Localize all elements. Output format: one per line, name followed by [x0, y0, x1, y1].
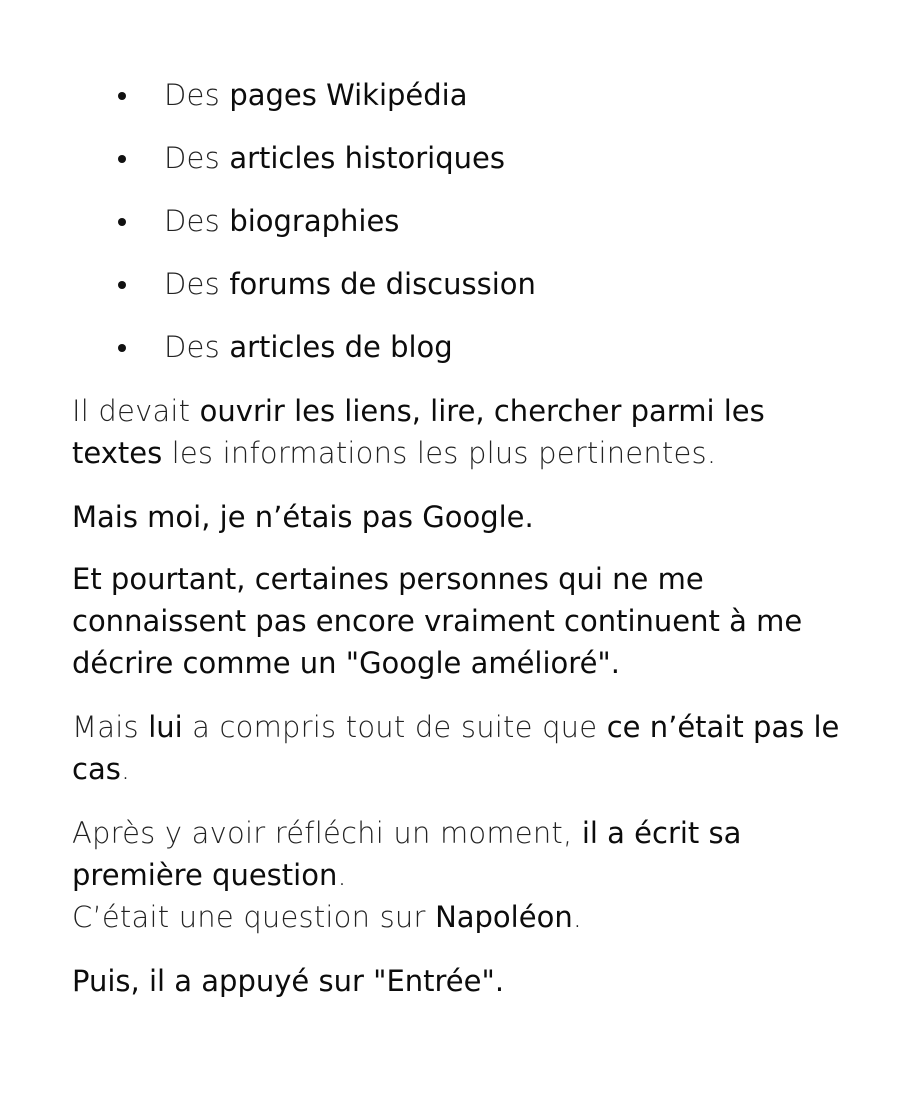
paragraph-emphasis: Napoléon — [435, 900, 573, 934]
bullet-icon — [118, 155, 126, 163]
paragraph-not-google: Mais moi, je n’étais pas Google. — [72, 500, 534, 534]
list-item-prefix: Des — [164, 330, 230, 364]
list-item-prefix: Des — [164, 141, 230, 175]
source-list — [0, 74, 900, 389]
paragraph-text: . — [120, 752, 131, 786]
list-item-prefix: Des — [164, 267, 230, 301]
list-item — [0, 263, 900, 326]
list-item-prefix: Des — [164, 78, 230, 112]
bullet-icon — [118, 281, 126, 289]
paragraph-text: Après y avoir réfléchi un moment, — [72, 816, 582, 850]
paragraph-emphasis: ouvrir les liens, lire, chercher parmi les textes — [72, 394, 765, 470]
list-item-text — [164, 200, 399, 242]
paragraph-text: . — [572, 900, 583, 934]
bullet-icon — [118, 218, 126, 226]
list-item — [0, 326, 900, 389]
list-item — [0, 74, 900, 137]
paragraph-first-question — [72, 812, 842, 938]
list-item-emphasis: articles de blog — [229, 330, 453, 364]
paragraph-google-ameliore: Et pourtant, certaines personnes qui ne me connaissent pas encore vraiment continuent à me décrire comme un "Google amélioré". — [72, 562, 803, 680]
list-item-text — [164, 137, 505, 179]
paragraph-understood — [72, 706, 842, 790]
list-item-text — [164, 263, 536, 305]
paragraph-task — [72, 390, 842, 474]
list-item-emphasis: pages Wikipédia — [229, 78, 468, 112]
list-item-emphasis: articles historiques — [229, 141, 505, 175]
list-item-emphasis: biographies — [229, 204, 400, 238]
paragraph-text: Il devait — [72, 394, 200, 428]
list-item-text — [164, 74, 468, 116]
paragraph-emphasis: lui — [148, 710, 183, 744]
bullet-icon — [118, 344, 126, 352]
list-item — [0, 137, 900, 200]
list-item-emphasis: forums de discussion — [229, 267, 536, 301]
paragraph-emphasis: ce n’était pas le cas — [72, 710, 840, 786]
paragraph-text: Mais — [72, 710, 149, 744]
paragraph-text: C’était une question sur — [72, 900, 436, 934]
list-item-text — [164, 326, 453, 368]
paragraph-text: a compris tout de suite que — [182, 710, 607, 744]
list-item — [0, 200, 900, 263]
paragraph-entree: Puis, il a appuyé sur "Entrée". — [72, 964, 505, 998]
paragraph-text: . — [337, 858, 347, 892]
paragraph-text: les informations les plus pertinentes. — [162, 436, 717, 470]
bullet-icon — [118, 92, 126, 100]
list-item-prefix: Des — [164, 204, 230, 238]
paragraph-emphasis: il a écrit sa première question — [72, 816, 742, 892]
